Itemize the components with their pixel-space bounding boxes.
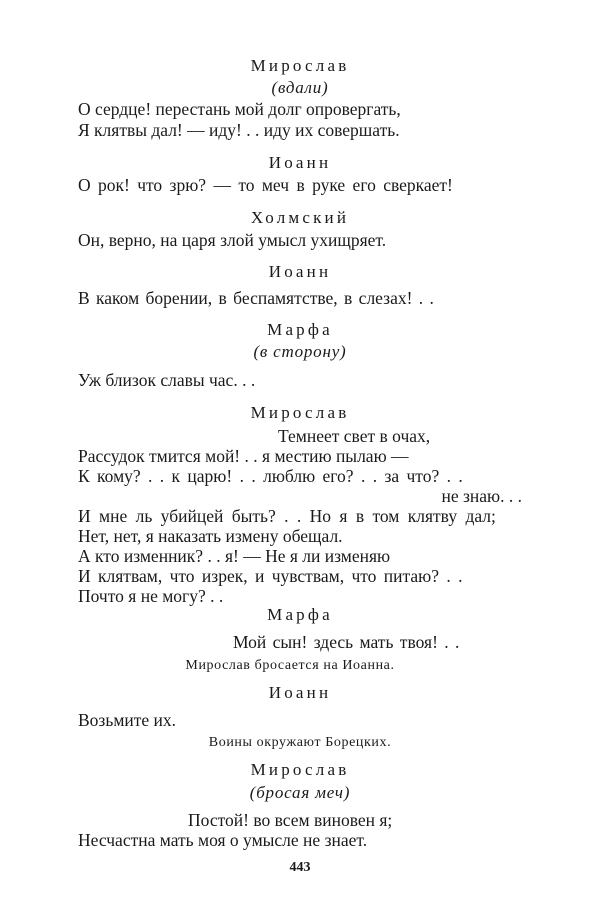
verse-line: О сердце! перестань мой долг опровергать, xyxy=(78,99,401,119)
verse-line: В каком борении, в беспамятстве, в слезах! . . xyxy=(78,288,434,308)
verse-line: А кто изменник? . . я! — Не я ли изменяю xyxy=(78,546,391,566)
verse-line: И мне ль убийцей быть? . . Но я в том клятву дал; xyxy=(78,506,496,526)
speaker-name: Марфа xyxy=(267,605,333,624)
stage-note: Мирослав бросается на Иоанна. xyxy=(185,658,395,673)
speaker-name: Марфа xyxy=(267,320,333,339)
speaker-name: Холмский xyxy=(250,208,350,227)
verse-line: не знаю. . . xyxy=(441,486,522,506)
speaker-name: Иоанн xyxy=(268,262,332,281)
speaker-name: Мирослав xyxy=(250,760,350,779)
verse-line: Он, верно, на царя злой умысл ухищряет. xyxy=(78,230,387,250)
stage-direction: (в сторону) xyxy=(253,342,347,361)
speaker-name: Иоанн xyxy=(268,683,332,702)
verse-line: Рассудок тмится мой! . . я местию пылаю — xyxy=(78,446,409,466)
verse-line: Я клятвы дал! — иду! . . иду их совершать. xyxy=(78,120,400,140)
stage-direction: (бросая меч) xyxy=(249,783,351,802)
page-number: 443 xyxy=(289,860,311,875)
verse-line: Темнеет свет в очах, xyxy=(278,426,431,446)
verse-line: Почто я не могу? . . xyxy=(78,586,224,606)
verse-line: Нет, нет, я наказать измену обещал. xyxy=(78,526,343,546)
verse-line: О рок! что зрю? — то меч в руке его сверкает! xyxy=(78,175,453,195)
verse-line: Уж близок славы час. . . xyxy=(78,370,256,390)
verse-line: Возьмите их. xyxy=(78,710,177,730)
verse-line: К кому? . . к царю! . . люблю его? . . за что? . . xyxy=(78,466,463,486)
speaker-name: Иоанн xyxy=(268,153,332,172)
stage-note: Воины окружают Борецких. xyxy=(208,735,392,750)
verse-line: Несчастна мать моя о умысле не знает. xyxy=(78,830,368,850)
stage-direction: (вдали) xyxy=(271,78,329,97)
speaker-name: Мирослав xyxy=(250,403,350,422)
speaker-name: Мирослав xyxy=(250,56,350,75)
verse-line: И клятвам, что изрек, и чувствам, что питаю? . . xyxy=(78,566,463,586)
verse-line: Мой сын! здесь мать твоя! . . xyxy=(233,632,460,652)
verse-line: Постой! во всем виновен я; xyxy=(188,810,393,830)
